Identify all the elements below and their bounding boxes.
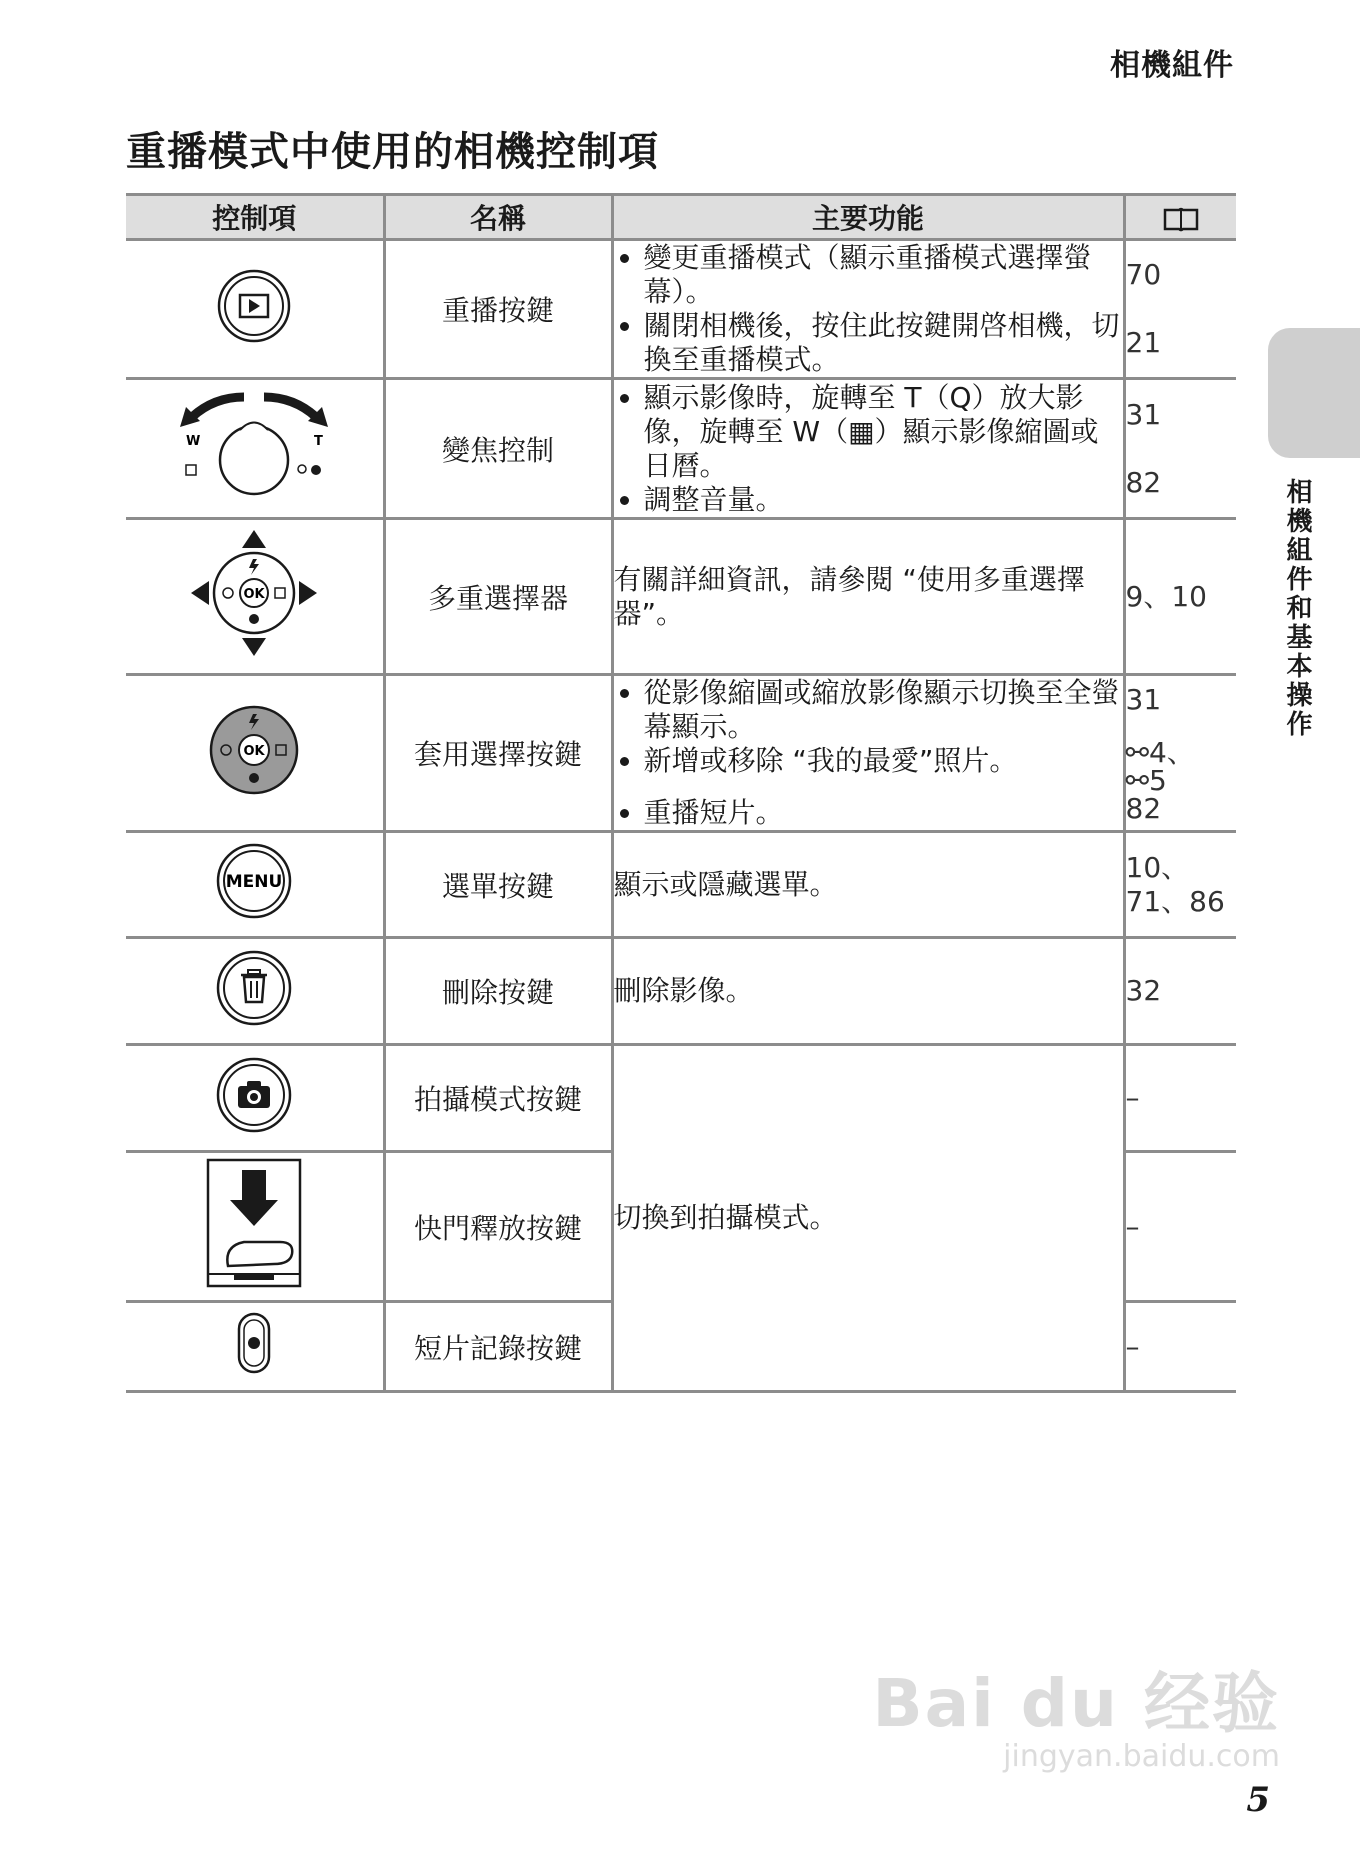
shutter-release-button-icon bbox=[204, 1156, 304, 1290]
table-header-row bbox=[126, 195, 1236, 240]
function-text: 有關詳細資訊，請參閱 “使用多重選擇器”。 bbox=[612, 519, 1124, 675]
zoom-control-icon bbox=[174, 385, 334, 505]
thumbnail-icon bbox=[186, 465, 196, 475]
function-item: • 變更重播模式（顯示重播模式選擇螢幕）。 bbox=[644, 241, 1123, 309]
watermark-brand: Bai du 经验 bbox=[872, 1665, 1280, 1742]
table-row bbox=[126, 675, 1236, 832]
column-header-function: 主要功能 bbox=[612, 195, 1124, 240]
page-reference: 31 bbox=[1125, 683, 1162, 716]
table-row bbox=[126, 519, 1236, 675]
macro-icon bbox=[249, 773, 259, 783]
page-reference: 71、86 bbox=[1125, 884, 1225, 918]
page-reference: – bbox=[1125, 1329, 1140, 1363]
control-name: 套用選擇按鍵 bbox=[384, 675, 612, 832]
control-name: 拍攝模式按鍵 bbox=[384, 1045, 612, 1152]
section-header: 相機組件 bbox=[1110, 48, 1234, 83]
function-item: • 從影像縮圖或縮放影像顯示切換至全螢幕顯示。 bbox=[644, 676, 1123, 744]
function-text: 切換到拍攝模式。 bbox=[612, 1045, 1124, 1392]
macro-icon bbox=[249, 614, 259, 624]
chapter-tab-label: 相機組件和基本操作 bbox=[1282, 478, 1312, 739]
column-header-name: 名稱 bbox=[384, 195, 612, 240]
controls-table bbox=[126, 193, 1236, 1393]
page-reference: 82 bbox=[1125, 792, 1162, 825]
function-item: • 新增或移除 “我的最愛”照片。 bbox=[644, 744, 1123, 778]
multi-selector-icon bbox=[189, 528, 319, 658]
page-reference: ⚯5 bbox=[1125, 764, 1167, 797]
zoom-tele-label: T bbox=[314, 434, 324, 449]
chapter-tab bbox=[1268, 328, 1360, 458]
page-number: 5 bbox=[1246, 1780, 1270, 1820]
page-reference: – bbox=[1125, 1209, 1140, 1243]
table-row bbox=[126, 1045, 1236, 1152]
table-row bbox=[126, 240, 1236, 379]
column-header-control: 控制項 bbox=[126, 195, 384, 240]
control-name: 刪除按鍵 bbox=[384, 938, 612, 1045]
page-reference: – bbox=[1125, 1081, 1140, 1114]
control-name: 選單按鍵 bbox=[384, 832, 612, 938]
ok-label: OK bbox=[243, 587, 265, 602]
watermark bbox=[872, 1650, 1280, 1774]
shooting-mode-button-icon bbox=[214, 1055, 294, 1135]
apply-selection-button-icon bbox=[204, 700, 304, 800]
table-row bbox=[126, 832, 1236, 938]
zoom-wide-label: W bbox=[186, 434, 201, 449]
page-reference: 82 bbox=[1125, 465, 1162, 499]
page-reference: ⚯4、 bbox=[1125, 736, 1195, 769]
menu-button-icon bbox=[214, 841, 294, 921]
page-title: 重播模式中使用的相機控制項 bbox=[126, 129, 659, 175]
help-icon bbox=[311, 465, 321, 475]
menu-label: MENU bbox=[225, 872, 283, 892]
movie-record-button-icon bbox=[234, 1311, 274, 1375]
page-reference: 21 bbox=[1125, 326, 1162, 359]
function-item: • 關閉相機後，按住此按鍵開啓相機，切換至重播模式。 bbox=[644, 309, 1123, 377]
control-name: 多重選擇器 bbox=[384, 519, 612, 675]
table-row bbox=[126, 379, 1236, 519]
page-reference: 32 bbox=[1125, 974, 1162, 1007]
function-item: • 顯示影像時，旋轉至 T（Q）放大影像，旋轉至 W（▦）顯示影像縮圖或日曆。 bbox=[644, 381, 1123, 483]
control-name: 快門釋放按鍵 bbox=[384, 1152, 612, 1302]
function-item: • 調整音量。 bbox=[644, 483, 1123, 517]
column-header-reference bbox=[1124, 195, 1236, 240]
magnify-icon bbox=[298, 465, 306, 473]
book-reference-icon bbox=[1162, 206, 1200, 232]
control-name: 短片記錄按鍵 bbox=[384, 1302, 612, 1392]
page-reference: 31 bbox=[1125, 397, 1162, 431]
function-text: 顯示或隱藏選單。 bbox=[612, 832, 1124, 938]
playback-button-icon bbox=[216, 268, 292, 344]
table-row bbox=[126, 938, 1236, 1045]
page-reference: 70 bbox=[1125, 258, 1162, 291]
delete-button-icon bbox=[214, 948, 294, 1028]
control-name: 變焦控制 bbox=[384, 379, 612, 519]
watermark-url: jingyan.baidu.com bbox=[1003, 1739, 1280, 1774]
page-reference: 10、 bbox=[1125, 850, 1190, 884]
function-item: • 重播短片。 bbox=[644, 796, 1123, 830]
function-text: 刪除影像。 bbox=[612, 938, 1124, 1045]
ok-label: OK bbox=[243, 743, 265, 759]
control-name: 重播按鍵 bbox=[384, 240, 612, 379]
page-reference: 9、10 bbox=[1125, 579, 1207, 613]
